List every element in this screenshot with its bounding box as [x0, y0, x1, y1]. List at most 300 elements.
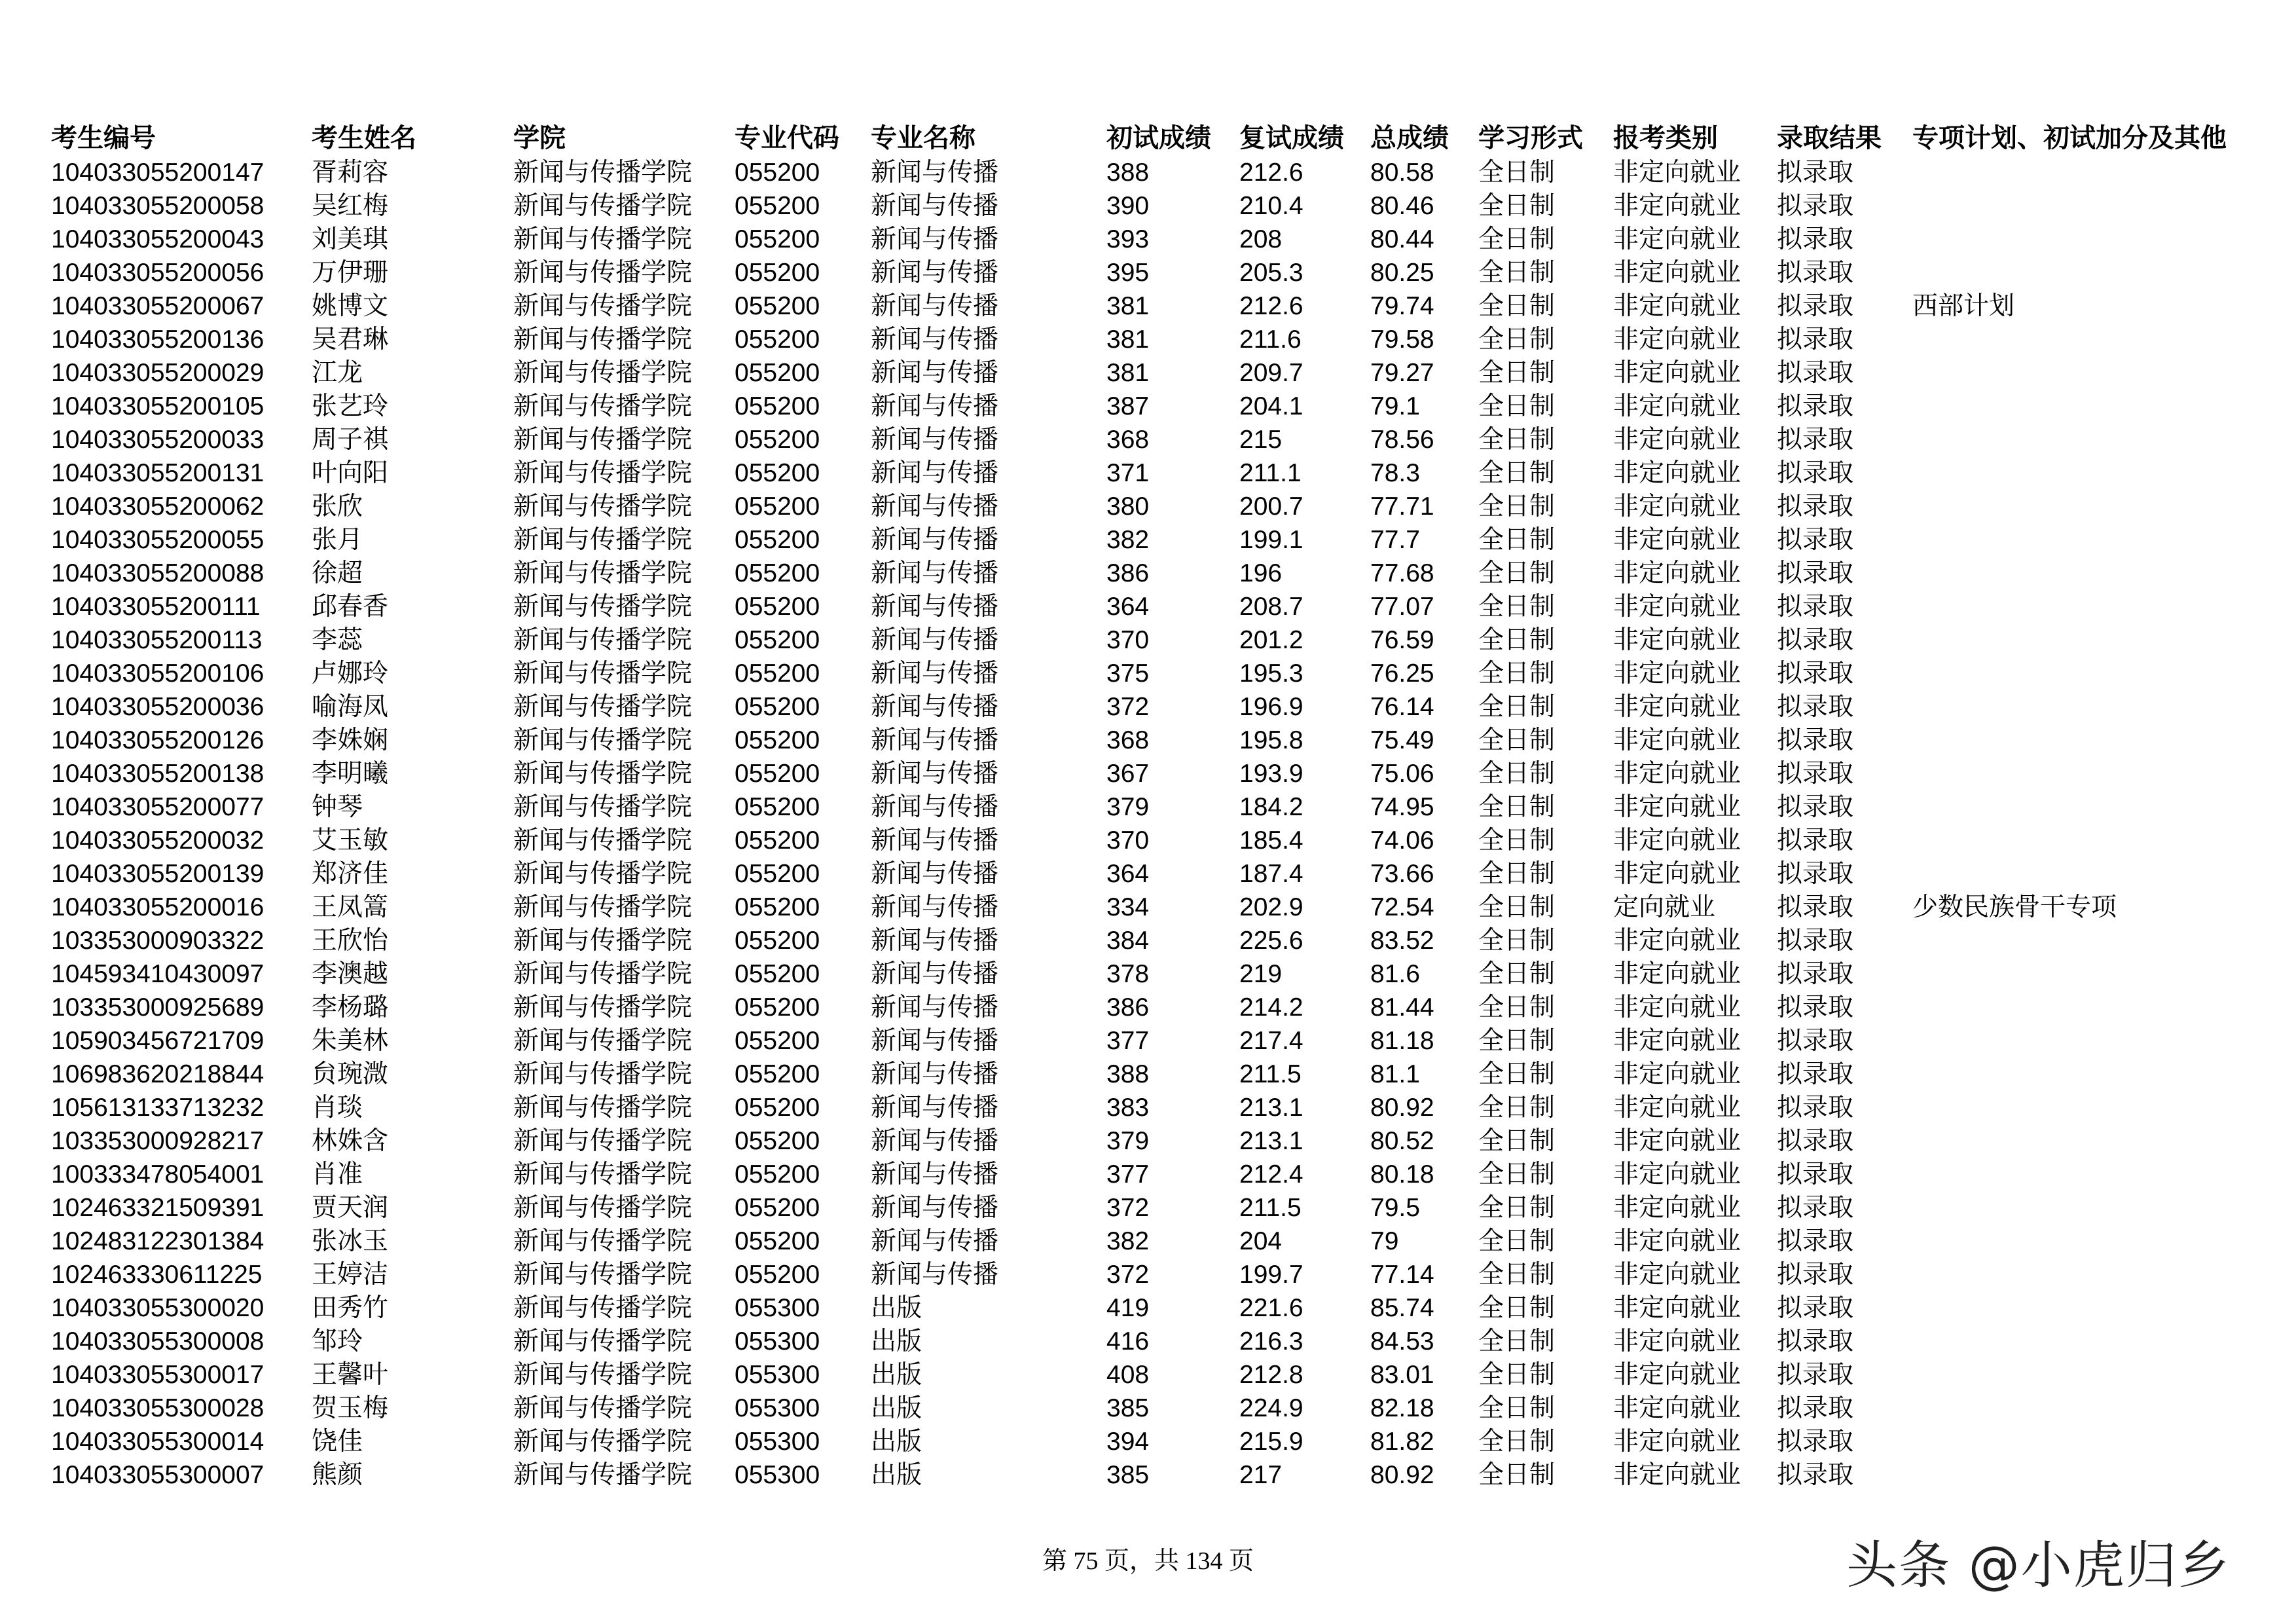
table-row: [51, 223, 2279, 256]
table-cell: 姚博文: [312, 292, 389, 320]
table-cell: 拟录取: [1777, 1261, 1854, 1289]
table-cell: 80.58: [1370, 158, 1434, 187]
table-cell: [1912, 523, 2279, 557]
table-cell: 新闻与传播: [871, 693, 999, 721]
table-cell: [1912, 824, 2279, 857]
table-cell: 拟录取: [1777, 1160, 1854, 1189]
table-cell: [1912, 323, 2279, 356]
table-cell: 卢娜玲: [312, 659, 389, 688]
table-cell: 055200: [735, 1194, 820, 1222]
table-cell: 新闻与传播学院: [513, 192, 693, 220]
table-cell: 372: [1106, 1261, 1150, 1289]
table-cell: [1912, 1225, 2279, 1258]
table-cell: 368: [1106, 426, 1150, 454]
table-cell: [1912, 256, 2279, 289]
table-cell: 104033055200067: [51, 292, 264, 320]
table-cell: 79.27: [1370, 359, 1434, 387]
column-header: 专业名称: [871, 123, 975, 153]
table-cell: 104033055200029: [51, 359, 264, 387]
table-cell: 拟录取: [1777, 1227, 1854, 1255]
table-cell: 104033055200036: [51, 693, 264, 721]
table-cell: 104033055300007: [51, 1461, 264, 1489]
table-cell: 104033055200062: [51, 492, 264, 521]
table-cell: 新闻与传播: [871, 559, 999, 587]
table-cell: 王婷洁: [312, 1261, 389, 1289]
table-row: [51, 256, 2279, 289]
table-cell: 拟录取: [1777, 559, 1854, 587]
table-cell: 79: [1370, 1227, 1399, 1255]
table-cell: 非定向就业: [1613, 359, 1741, 387]
table-cell: 林姝含: [312, 1127, 389, 1155]
table-cell: 77.71: [1370, 492, 1434, 521]
table-cell: 全日制: [1478, 1294, 1556, 1322]
table-cell: 185.4: [1239, 826, 1303, 855]
table-cell: 383: [1106, 1094, 1150, 1122]
table-cell: 全日制: [1478, 1361, 1556, 1389]
table-cell: 205.3: [1239, 259, 1303, 287]
table-row: [51, 356, 2279, 390]
table-cell: 213.1: [1239, 1127, 1303, 1155]
table-cell: 新闻与传播: [871, 1261, 999, 1289]
table-cell: 新闻与传播: [871, 1060, 999, 1088]
table-cell: 张月: [312, 526, 363, 554]
table-cell: 全日制: [1478, 659, 1556, 688]
table-row: [51, 824, 2279, 857]
table-cell: 196: [1239, 559, 1283, 587]
column-header: 专项计划、初试加分及其他: [1912, 123, 2227, 153]
table-cell: 201.2: [1239, 626, 1303, 654]
table-cell: [1912, 490, 2279, 523]
table-row: [51, 1291, 2279, 1325]
table-cell: 新闻与传播: [871, 993, 999, 1022]
table-cell: 新闻与传播: [871, 459, 999, 487]
table-cell: 非定向就业: [1613, 960, 1741, 988]
table-cell: 193.9: [1239, 760, 1303, 788]
table-cell: 055300: [735, 1461, 820, 1489]
table-cell: 新闻与传播学院: [513, 559, 693, 587]
table-cell: 非定向就业: [1613, 1227, 1741, 1255]
table-row: [51, 1358, 2279, 1392]
table-cell: 全日制: [1478, 1461, 1556, 1489]
table-cell: 全日制: [1478, 1327, 1556, 1356]
table-cell: 全日制: [1478, 1261, 1556, 1289]
table-cell: 381: [1106, 359, 1150, 387]
table-cell: 全日制: [1478, 960, 1556, 988]
table-cell: 拟录取: [1777, 593, 1854, 621]
table-cell: 055200: [735, 492, 820, 521]
table-cell: 李澳越: [312, 960, 389, 988]
table-cell: 江龙: [312, 359, 363, 387]
column-header: 考生编号: [51, 123, 156, 153]
table-cell: [1912, 1291, 2279, 1325]
table-cell: 75.49: [1370, 726, 1434, 754]
table-cell: 新闻与传播: [871, 960, 999, 988]
table-cell: [1912, 1024, 2279, 1058]
table-cell: 81.18: [1370, 1027, 1434, 1055]
table-cell: 非定向就业: [1613, 1127, 1741, 1155]
table-cell: 199.7: [1239, 1261, 1303, 1289]
table-cell: [1912, 1058, 2279, 1091]
table-cell: 新闻与传播: [871, 526, 999, 554]
table-cell: 新闻与传播学院: [513, 593, 693, 621]
table-cell: 贠琬溦: [312, 1060, 389, 1088]
table-cell: 210.4: [1239, 192, 1303, 220]
table-cell: 拟录取: [1777, 426, 1854, 454]
table-cell: 055200: [735, 1027, 820, 1055]
table-cell: 非定向就业: [1613, 225, 1741, 253]
table-cell: 055200: [735, 993, 820, 1022]
column-header: 复试成绩: [1239, 123, 1344, 153]
table-cell: 104033055200032: [51, 826, 264, 855]
table-cell: 新闻与传播学院: [513, 1361, 693, 1389]
table-cell: 新闻与传播: [871, 1127, 999, 1155]
table-cell: 新闻与传播: [871, 292, 999, 320]
table-cell: 拟录取: [1777, 1194, 1854, 1222]
table-cell: 103353000903322: [51, 927, 264, 955]
table-cell: [1912, 1392, 2279, 1425]
table-cell: 104033055200077: [51, 793, 264, 821]
table-cell: 新闻与传播: [871, 659, 999, 688]
table-cell: 72.54: [1370, 893, 1434, 921]
table-cell: 新闻与传播: [871, 392, 999, 420]
table-cell: 新闻与传播学院: [513, 1261, 693, 1289]
table-cell: 新闻与传播学院: [513, 1394, 693, 1422]
table-cell: 195.8: [1239, 726, 1303, 754]
table-cell: 全日制: [1478, 893, 1556, 921]
page-suffix: 页: [1229, 1547, 1254, 1575]
table-cell: 80.92: [1370, 1094, 1434, 1122]
table-cell: [1912, 924, 2279, 957]
table-cell: 新闻与传播: [871, 492, 999, 521]
table-cell: 75.06: [1370, 760, 1434, 788]
table-cell: 382: [1106, 526, 1150, 554]
table-cell: 055200: [735, 927, 820, 955]
table-cell: 拟录取: [1777, 225, 1854, 253]
table-cell: 104033055200088: [51, 559, 264, 587]
table-cell: 104033055200126: [51, 726, 264, 754]
table-cell: 全日制: [1478, 626, 1556, 654]
table-cell: 全日制: [1478, 225, 1556, 253]
table-cell: 83.01: [1370, 1361, 1434, 1389]
table-cell: 非定向就业: [1613, 559, 1741, 587]
table-cell: 80.25: [1370, 259, 1434, 287]
table-cell: 新闻与传播: [871, 359, 999, 387]
table-cell: 73.66: [1370, 860, 1434, 888]
table-cell: 新闻与传播学院: [513, 526, 693, 554]
table-cell: 新闻与传播学院: [513, 760, 693, 788]
table-cell: 187.4: [1239, 860, 1303, 888]
table-cell: 新闻与传播学院: [513, 459, 693, 487]
table-cell: 全日制: [1478, 693, 1556, 721]
table-cell: 104033055200136: [51, 325, 264, 354]
table-cell: 肖准: [312, 1160, 363, 1189]
table-cell: 全日制: [1478, 526, 1556, 554]
table-cell: 055200: [735, 426, 820, 454]
table-cell: 209.7: [1239, 359, 1303, 387]
table-cell: 新闻与传播: [871, 593, 999, 621]
table-cell: 新闻与传播: [871, 1027, 999, 1055]
table-cell: 196.9: [1239, 693, 1303, 721]
table-cell: 非定向就业: [1613, 993, 1741, 1022]
table-cell: 055200: [735, 158, 820, 187]
table-cell: 拟录取: [1777, 1428, 1854, 1456]
table-cell: 出版: [871, 1461, 922, 1489]
table-cell: 李蕊: [312, 626, 363, 654]
table-cell: 全日制: [1478, 593, 1556, 621]
table-cell: 新闻与传播学院: [513, 993, 693, 1022]
table-cell: 78.56: [1370, 426, 1434, 454]
table-cell: 104033055200056: [51, 259, 264, 287]
table-cell: 394: [1106, 1428, 1150, 1456]
table-cell: 全日制: [1478, 459, 1556, 487]
table-cell: 全日制: [1478, 1094, 1556, 1122]
table-cell: 84.53: [1370, 1327, 1434, 1356]
table-cell: [1912, 1425, 2279, 1458]
table-cell: 新闻与传播学院: [513, 426, 693, 454]
table-row: [51, 289, 2279, 323]
table-cell: [1912, 623, 2279, 657]
table-cell: 新闻与传播学院: [513, 158, 693, 187]
table-cell: 拟录取: [1777, 927, 1854, 955]
table-cell: 204: [1239, 1227, 1283, 1255]
column-header: 报考类别: [1613, 123, 1718, 153]
table-cell: 381: [1106, 325, 1150, 354]
table-cell: 81.6: [1370, 960, 1420, 988]
column-header: 总成绩: [1370, 123, 1449, 153]
table-cell: 全日制: [1478, 392, 1556, 420]
table-cell: 新闻与传播: [871, 927, 999, 955]
table-cell: 新闻与传播学院: [513, 927, 693, 955]
table-cell: 216.3: [1239, 1327, 1303, 1356]
table-cell: 055200: [735, 760, 820, 788]
table-cell: 219: [1239, 960, 1283, 988]
table-cell: 全日制: [1478, 158, 1556, 187]
table-cell: 368: [1106, 726, 1150, 754]
table-row: [51, 156, 2279, 189]
table-cell: 200.7: [1239, 492, 1303, 521]
table-cell: 055300: [735, 1361, 820, 1389]
table-cell: 非定向就业: [1613, 492, 1741, 521]
table-cell: [1912, 189, 2279, 223]
table-cell: 万伊珊: [312, 259, 389, 287]
table-row: [51, 1225, 2279, 1258]
table-cell: 定向就业: [1613, 893, 1716, 921]
table-cell: 新闻与传播学院: [513, 1227, 693, 1255]
table-cell: 055300: [735, 1428, 820, 1456]
table-cell: 非定向就业: [1613, 292, 1741, 320]
table-cell: 拟录取: [1777, 1294, 1854, 1322]
table-cell: 郑济佳: [312, 860, 389, 888]
table-cell: [1912, 356, 2279, 390]
table-row: [51, 323, 2279, 356]
table-cell: 饶佳: [312, 1428, 363, 1456]
table-row: [51, 456, 2279, 490]
table-cell: 少数民族骨干专项: [1912, 893, 2117, 921]
table-row: [51, 623, 2279, 657]
table-cell: 熊颜: [312, 1461, 363, 1489]
table-cell: 新闻与传播学院: [513, 1428, 693, 1456]
table-cell: 新闻与传播: [871, 1094, 999, 1122]
table-row: [51, 590, 2279, 623]
table-row: [51, 1425, 2279, 1458]
table-cell: [1912, 957, 2279, 991]
watermark: 头条 @小虎归乡: [1846, 1536, 2231, 1595]
table-row: [51, 1158, 2279, 1191]
table-cell: 非定向就业: [1613, 1094, 1741, 1122]
table-cell: 377: [1106, 1160, 1150, 1189]
table-cell: 非定向就业: [1613, 426, 1741, 454]
table-cell: 372: [1106, 693, 1150, 721]
table-cell: 80.52: [1370, 1127, 1434, 1155]
table-cell: 拟录取: [1777, 793, 1854, 821]
table-cell: 贺玉梅: [312, 1394, 389, 1422]
table-cell: 新闻与传播: [871, 760, 999, 788]
table-cell: 055200: [735, 1060, 820, 1088]
table-cell: 拟录取: [1777, 626, 1854, 654]
table-cell: 新闻与传播: [871, 826, 999, 855]
table-cell: 拟录取: [1777, 1027, 1854, 1055]
table-cell: 拟录取: [1777, 993, 1854, 1022]
table-cell: 拟录取: [1777, 659, 1854, 688]
table-cell: 77.7: [1370, 526, 1420, 554]
table-cell: 张欣: [312, 492, 363, 521]
table-row: [51, 991, 2279, 1024]
table-cell: 非定向就业: [1613, 927, 1741, 955]
table-cell: 拟录取: [1777, 826, 1854, 855]
table-cell: 李姝娴: [312, 726, 389, 754]
table-cell: 385: [1106, 1394, 1150, 1422]
table-cell: 非定向就业: [1613, 392, 1741, 420]
table-cell: 新闻与传播: [871, 726, 999, 754]
column-header: 考生姓名: [312, 123, 416, 153]
table-cell: 79.1: [1370, 392, 1420, 420]
table-cell: 新闻与传播: [871, 192, 999, 220]
table-cell: 新闻与传播: [871, 1227, 999, 1255]
table-cell: 212.6: [1239, 292, 1303, 320]
table-cell: 全日制: [1478, 259, 1556, 287]
table-cell: 055200: [735, 1127, 820, 1155]
table-cell: 新闻与传播: [871, 325, 999, 354]
table-row: [51, 690, 2279, 724]
table-cell: 吴君琳: [312, 325, 389, 354]
table-cell: 朱美林: [312, 1027, 389, 1055]
table-cell: 386: [1106, 559, 1150, 587]
table-row: [51, 189, 2279, 223]
table-cell: 055300: [735, 1327, 820, 1356]
table-cell: 055200: [735, 259, 820, 287]
table-cell: 全日制: [1478, 1227, 1556, 1255]
table-cell: [1912, 1124, 2279, 1158]
table-cell: 395: [1106, 259, 1150, 287]
table-cell: 104033055200105: [51, 392, 264, 420]
table-cell: 新闻与传播学院: [513, 225, 693, 253]
table-cell: 非定向就业: [1613, 1394, 1741, 1422]
table-cell: 新闻与传播: [871, 225, 999, 253]
table-cell: 055200: [735, 593, 820, 621]
table-cell: 出版: [871, 1394, 922, 1422]
table-cell: 77.14: [1370, 1261, 1434, 1289]
table-cell: 217: [1239, 1461, 1283, 1489]
table-cell: 379: [1106, 1127, 1150, 1155]
header-row: [51, 120, 2279, 156]
table-cell: [1912, 557, 2279, 590]
table-cell: 102463330611225: [51, 1261, 263, 1289]
table-cell: 李明曦: [312, 760, 389, 788]
table-cell: 非定向就业: [1613, 1327, 1741, 1356]
table-cell: 非定向就业: [1613, 760, 1741, 788]
table-cell: 104033055200138: [51, 760, 264, 788]
table-cell: 非定向就业: [1613, 1160, 1741, 1189]
table-cell: 102463321509391: [51, 1194, 264, 1222]
table-cell: 全日制: [1478, 1160, 1556, 1189]
table-cell: 新闻与传播学院: [513, 259, 693, 287]
table-row: [51, 724, 2279, 757]
table-cell: 82.18: [1370, 1394, 1434, 1422]
table-cell: 055300: [735, 1294, 820, 1322]
table-cell: 79.58: [1370, 325, 1434, 354]
table-cell: 拟录取: [1777, 860, 1854, 888]
table-cell: 非定向就业: [1613, 793, 1741, 821]
table-cell: 055200: [735, 726, 820, 754]
table-cell: 195.3: [1239, 659, 1303, 688]
table-cell: 新闻与传播学院: [513, 1194, 693, 1222]
table-cell: 104033055200016: [51, 893, 264, 921]
table-cell: 211.5: [1239, 1060, 1302, 1088]
table-cell: 全日制: [1478, 1127, 1556, 1155]
table-cell: 全日制: [1478, 192, 1556, 220]
table-cell: 055200: [735, 626, 820, 654]
table-cell: 104033055300017: [51, 1361, 264, 1389]
table-cell: 出版: [871, 1428, 922, 1456]
table-cell: 全日制: [1478, 1194, 1556, 1222]
table-cell: 钟琴: [312, 793, 363, 821]
table-cell: 106983620218844: [51, 1060, 264, 1088]
table-cell: 叶向阳: [312, 459, 389, 487]
table-cell: 212.4: [1239, 1160, 1303, 1189]
table-cell: 拟录取: [1777, 1060, 1854, 1088]
table-cell: 拟录取: [1777, 1394, 1854, 1422]
table-row: [51, 423, 2279, 456]
table-cell: 377: [1106, 1027, 1150, 1055]
table-cell: 非定向就业: [1613, 593, 1741, 621]
table-cell: 367: [1106, 760, 1150, 788]
column-header: 初试成绩: [1106, 123, 1211, 153]
table-cell: 212.8: [1239, 1361, 1303, 1389]
table-cell: 拟录取: [1777, 726, 1854, 754]
table-row: [51, 1191, 2279, 1225]
table-cell: 408: [1106, 1361, 1150, 1389]
table-cell: 378: [1106, 960, 1150, 988]
table-row: [51, 1258, 2279, 1291]
table-cell: 055200: [735, 392, 820, 420]
table-cell: 105903456721709: [51, 1027, 264, 1055]
table-cell: 77.68: [1370, 559, 1434, 587]
table-cell: 周子祺: [312, 426, 389, 454]
table-cell: 78.3: [1370, 459, 1420, 487]
table-cell: 张艺玲: [312, 392, 389, 420]
table-row: [51, 657, 2279, 690]
table-row: [51, 757, 2279, 790]
table-cell: 全日制: [1478, 993, 1556, 1022]
table-cell: 104033055200106: [51, 659, 264, 688]
table-cell: 055200: [735, 793, 820, 821]
table-cell: 379: [1106, 793, 1150, 821]
table-row: [51, 857, 2279, 891]
table-cell: 全日制: [1478, 292, 1556, 320]
table-cell: 新闻与传播学院: [513, 1060, 693, 1088]
table-cell: 全日制: [1478, 325, 1556, 354]
table-cell: 新闻与传播学院: [513, 960, 693, 988]
